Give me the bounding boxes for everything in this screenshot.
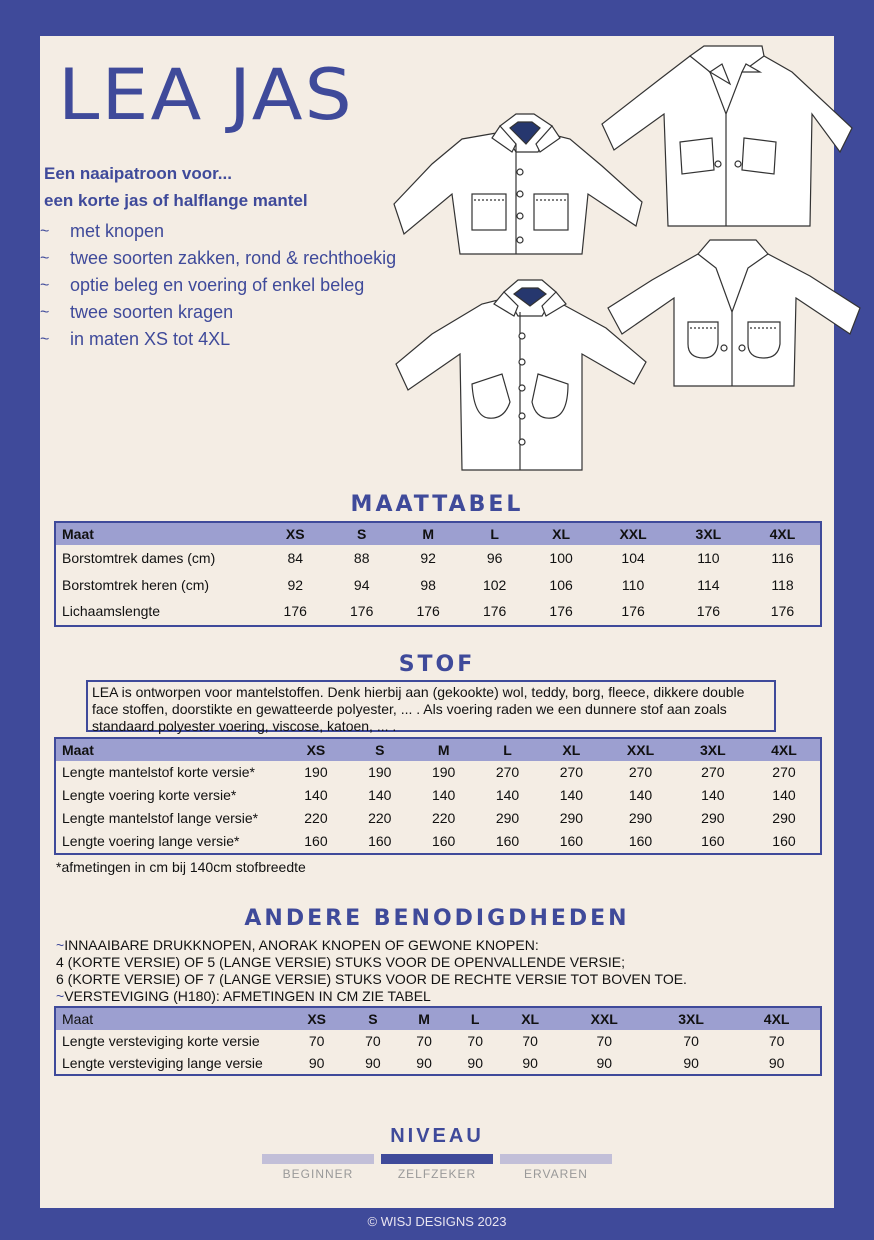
table-cell: 176 xyxy=(482,603,507,620)
tilde-bullet: ~ xyxy=(40,331,50,348)
level-label: BEGINNER xyxy=(282,1167,354,1181)
level-beginner xyxy=(262,1154,374,1181)
feature-item xyxy=(40,218,396,245)
table-cell: 190 xyxy=(431,764,456,781)
table-cell: 70 xyxy=(522,1032,538,1049)
table-cell: 290 xyxy=(772,810,796,827)
table-cell: 140 xyxy=(495,787,520,804)
fabric-footnote: *afmetingen in cm bij 140cm stofbreedte xyxy=(56,859,306,875)
level-zelfzeker xyxy=(381,1154,493,1181)
feature-item xyxy=(40,245,396,272)
column-header: XXL xyxy=(603,738,677,761)
column-header: M xyxy=(395,522,461,545)
column-header: XS xyxy=(284,738,348,761)
table-row xyxy=(55,598,821,626)
table-cell: 116 xyxy=(771,550,794,567)
column-header: 4XL xyxy=(745,522,821,545)
table-cell: 90 xyxy=(365,1054,381,1071)
feature-item xyxy=(40,299,396,326)
table-cell: 88 xyxy=(353,550,370,567)
table-cell: 270 xyxy=(628,764,653,781)
table-cell: 90 xyxy=(596,1054,613,1071)
table-cell: 270 xyxy=(495,764,520,781)
feature-text: in maten XS tot 4XL xyxy=(70,329,231,349)
table-cell: 176 xyxy=(770,603,795,620)
table-cell: 270 xyxy=(772,764,796,781)
column-header: XXL xyxy=(594,522,672,545)
table-row xyxy=(55,761,821,784)
column-header: XL xyxy=(501,1007,560,1030)
coat-short-notch-round-pockets-illustration xyxy=(608,240,860,386)
table-cell: 270 xyxy=(559,764,584,781)
table-row xyxy=(55,545,821,571)
table-cell: 70 xyxy=(596,1032,613,1049)
table-cell: 90 xyxy=(467,1054,483,1071)
table-cell: 140 xyxy=(304,787,328,804)
niveau-title: NIVEAU xyxy=(390,1125,484,1147)
table-cell: 70 xyxy=(308,1032,325,1049)
table-cell: 160 xyxy=(368,833,392,850)
table-cell: 176 xyxy=(549,603,573,620)
maattabel-title: MAATTABEL xyxy=(350,492,524,517)
table-cell: 94 xyxy=(353,576,370,593)
row-label: Lengte mantelstof lange versie* xyxy=(62,810,259,827)
table-cell: 176 xyxy=(621,603,645,620)
table-cell: 176 xyxy=(416,603,440,620)
level-label: ZELFZEKER xyxy=(397,1167,477,1181)
feature-item xyxy=(40,326,396,353)
row-label: Lichaamslengte xyxy=(62,603,161,620)
andere-title: ANDERE BENODIGDHEDEN xyxy=(244,906,630,931)
row-label: Lengte voering korte versie* xyxy=(62,787,237,804)
page-title: LEA JAS xyxy=(58,54,354,136)
supplies-text: VERSTEVIGING (H180): AFMETINGEN IN CM ZIE TABEL xyxy=(64,988,431,1004)
table-cell: 90 xyxy=(522,1054,538,1071)
column-header: 3XL xyxy=(678,738,748,761)
table-cell: 102 xyxy=(482,576,507,593)
table-cell: 140 xyxy=(368,787,392,804)
coat-illustrations xyxy=(392,44,862,474)
table-cell: 160 xyxy=(701,833,725,850)
copyright: © WISJ DESIGNS 2023 xyxy=(367,1214,507,1229)
feature-text: optie beleg en voering of enkel beleg xyxy=(70,275,365,295)
supplies-line xyxy=(56,937,687,954)
column-header: S xyxy=(328,522,394,545)
column-header: L xyxy=(450,1007,501,1030)
table-cell: 160 xyxy=(772,833,796,850)
table-cell: 160 xyxy=(559,833,584,850)
table-header-row xyxy=(55,738,821,761)
feature-text: met knopen xyxy=(70,221,165,241)
level-ervaren xyxy=(500,1154,612,1181)
level-bar xyxy=(500,1154,612,1164)
table-cell: 140 xyxy=(772,787,796,804)
column-header: XL xyxy=(528,522,594,545)
row-label: Lengte versteviging korte versie xyxy=(62,1032,260,1049)
intro xyxy=(44,160,308,214)
column-header: L xyxy=(461,522,527,545)
table-cell: 160 xyxy=(304,833,328,850)
fabric-table xyxy=(54,737,822,855)
tilde-bullet: ~ xyxy=(40,304,50,321)
column-header: Maat xyxy=(55,1007,286,1030)
table-cell: 90 xyxy=(768,1054,785,1071)
column-header: XXL xyxy=(560,1007,649,1030)
column-header: 3XL xyxy=(672,522,745,545)
table-cell: 92 xyxy=(420,550,436,567)
table-cell: 220 xyxy=(431,810,456,827)
table-row xyxy=(55,1030,821,1052)
coat-short-rect-pockets-illustration xyxy=(394,114,642,254)
tilde-bullet: ~ xyxy=(56,937,65,953)
table-cell: 270 xyxy=(701,764,725,781)
tilde-bullet: ~ xyxy=(40,223,50,240)
table-cell: 140 xyxy=(559,787,584,804)
table-cell: 220 xyxy=(304,810,328,827)
column-header: S xyxy=(348,738,412,761)
supplies-list xyxy=(56,937,687,1005)
table-cell: 90 xyxy=(683,1054,699,1071)
supplies-line xyxy=(56,988,687,1005)
row-label: Lengte versteviging lange versie xyxy=(62,1054,263,1071)
supplies-text: 6 (KORTE VERSIE) OF 7 (LANGE VERSIE) STUKS VOOR DE RECHTE VERSIE TOT BOVEN TOE. xyxy=(56,971,687,987)
size-table xyxy=(54,521,822,627)
table-cell: 90 xyxy=(416,1054,432,1071)
column-header: 4XL xyxy=(733,1007,821,1030)
table-row xyxy=(55,807,821,830)
column-header: XL xyxy=(539,738,603,761)
table-cell: 140 xyxy=(431,787,456,804)
table-row xyxy=(55,830,821,854)
table-cell: 290 xyxy=(559,810,584,827)
table-cell: 98 xyxy=(420,576,436,593)
table-cell: 70 xyxy=(768,1032,785,1049)
table-cell: 70 xyxy=(416,1032,432,1049)
column-header: M xyxy=(412,738,476,761)
table-cell: 290 xyxy=(495,810,520,827)
column-header: XS xyxy=(262,522,328,545)
table-cell: 160 xyxy=(628,833,653,850)
column-header: Maat xyxy=(55,522,262,545)
table-cell: 84 xyxy=(287,550,304,567)
supplies-text: 4 (KORTE VERSIE) OF 5 (LANGE VERSIE) STUKS VOOR DE OPENVALLENDE VERSIE; xyxy=(56,954,625,970)
column-header: S xyxy=(347,1007,398,1030)
column-header: 3XL xyxy=(649,1007,733,1030)
level-bar xyxy=(262,1154,374,1164)
table-cell: 290 xyxy=(628,810,653,827)
table-row xyxy=(55,1052,821,1075)
tilde-bullet: ~ xyxy=(40,277,50,294)
table-cell: 220 xyxy=(368,810,392,827)
level-label: ERVAREN xyxy=(524,1167,588,1181)
column-header: 4XL xyxy=(748,738,821,761)
fabric-note: LEA is ontworpen voor mantelstoffen. Denk hierbij aan (gekookte) wol, teddy, borg, fleece, dikkere double face stoffen, doorstikte en gewatteerde polyester, ... . Als voering raden we een dunnere stof aan zoals standaard polyester voering, viscose, katoen, ... . xyxy=(86,680,776,732)
table-cell: 140 xyxy=(628,787,653,804)
table-row xyxy=(55,571,821,597)
table-cell: 160 xyxy=(431,833,456,850)
column-header: M xyxy=(399,1007,450,1030)
table-cell: 176 xyxy=(350,603,374,620)
table-cell: 140 xyxy=(701,787,725,804)
table-header-row xyxy=(55,522,821,545)
level-bar xyxy=(381,1154,493,1164)
stof-title: STOF xyxy=(398,652,476,677)
table-cell: 106 xyxy=(549,576,573,593)
tilde-bullet: ~ xyxy=(56,988,65,1004)
intro-line-2: een korte jas of halflange mantel xyxy=(44,191,308,210)
row-label: Lengte voering lange versie* xyxy=(62,833,240,850)
table-cell: 110 xyxy=(621,576,645,593)
table-cell: 176 xyxy=(696,603,721,620)
table-cell: 160 xyxy=(495,833,520,850)
tilde-bullet: ~ xyxy=(40,250,50,267)
column-header: Maat xyxy=(55,738,284,761)
intro-line-1: Een naaipatroon voor... xyxy=(44,164,232,183)
supplies-line xyxy=(56,971,687,988)
row-label: Borstomtrek heren (cm) xyxy=(62,576,210,593)
interfacing-table xyxy=(54,1006,822,1076)
feature-list xyxy=(40,218,396,353)
table-cell: 176 xyxy=(283,603,307,620)
supplies-text: INNAAIBARE DRUKKNOPEN, ANORAK KNOPEN OF GEWONE KNOPEN: xyxy=(64,937,539,953)
table-header-row xyxy=(55,1007,821,1030)
table-cell: 70 xyxy=(683,1032,699,1049)
row-label: Lengte mantelstof korte versie* xyxy=(62,764,255,781)
table-cell: 70 xyxy=(365,1032,381,1049)
row-label: Borstomtrek dames (cm) xyxy=(62,550,216,567)
table-cell: 96 xyxy=(486,550,503,567)
table-cell: 114 xyxy=(697,576,720,593)
table-cell: 100 xyxy=(549,550,573,567)
table-cell: 70 xyxy=(467,1032,483,1049)
table-row xyxy=(55,784,821,807)
table-cell: 190 xyxy=(304,764,328,781)
supplies-line xyxy=(56,954,687,971)
feature-text: twee soorten kragen xyxy=(70,302,234,322)
table-cell: 290 xyxy=(701,810,725,827)
column-header: XS xyxy=(286,1007,347,1030)
table-cell: 104 xyxy=(621,550,645,567)
table-cell: 110 xyxy=(697,550,720,567)
feature-item xyxy=(40,272,396,299)
table-cell: 92 xyxy=(287,576,304,593)
table-cell: 90 xyxy=(308,1054,325,1071)
feature-text: twee soorten zakken, rond & rechthoekig xyxy=(70,248,397,268)
table-cell: 118 xyxy=(771,576,794,593)
column-header: L xyxy=(476,738,540,761)
table-cell: 190 xyxy=(368,764,392,781)
